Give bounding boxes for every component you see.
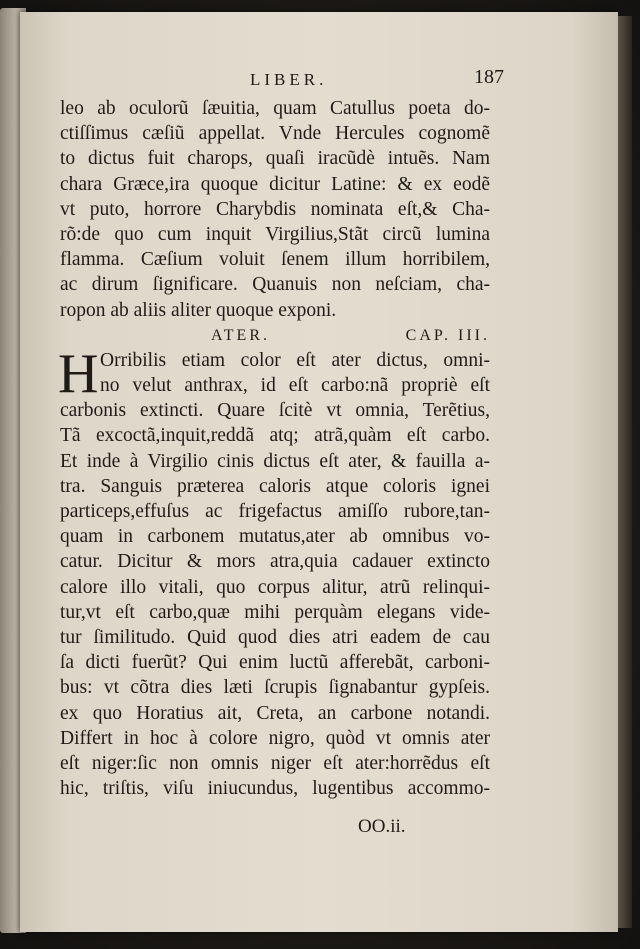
- text-line: ctiſſimus cæſiũ appellat. Vnde Hercules cognomẽ: [60, 123, 490, 145]
- text-line: Tã excoctã,inquit,reddã atq; atrã,quàm eſt carbo.: [60, 425, 490, 447]
- chapter-number: CAP. III.: [405, 326, 490, 344]
- running-head: [60, 66, 504, 94]
- signature-mark: OO.ii.: [358, 816, 406, 837]
- chapter-title: ATER.: [211, 326, 270, 344]
- text-line: Orribilis etiam color eſt ater dictus, omni-: [100, 349, 490, 371]
- paragraph-2-opening: [58, 342, 490, 405]
- paragraph-1: [60, 96, 490, 323]
- paragraph-2: [60, 398, 490, 801]
- text-line: tur,vt eſt carbo,quæ mihi perquàm elegans vide-: [60, 601, 490, 623]
- paragraph-2-first-lines: [58, 342, 490, 405]
- text-line: hic, triſtis, viſu iniucundus, lugentibus accommo-: [60, 778, 490, 800]
- text-line: carbonis extincti. Quare ſcitè vt omnia, Terẽtius,: [60, 400, 490, 422]
- text-line: tur ſimilitudo. Quid quod dies atri eadem de cau: [60, 626, 490, 648]
- text-line: Differt in hoc à colore nigro, quòd vt omnis ater: [60, 727, 490, 749]
- text-line: ex quo Horatius ait, Creta, an carbone notandi.: [60, 702, 490, 724]
- drop-cap: H: [58, 342, 99, 405]
- text-line: Et inde à Virgilio cinis dictus eſt ater, & fauilla a-: [60, 450, 490, 472]
- body-text: [60, 96, 490, 801]
- text-line: particeps,effuſus ac frigefactus amiſſo rubore,tan-: [60, 501, 490, 522]
- text-line: tra. Sanguis præterea caloris atque coloris ignei: [60, 475, 490, 497]
- text-line: catur. Dicitur & mors atra,quia cadauer extincto: [60, 551, 490, 573]
- text-line: ropon ab aliis aliter quoque exponi.: [60, 299, 337, 321]
- text-line: quam in carbonem mutatus,ater ab omnibus vo-: [60, 526, 490, 548]
- running-head-title: LIBER.: [250, 70, 328, 89]
- text-line: ſa dicti fuerũt? Qui enim luctũ afferebãt, carboni-: [60, 652, 490, 674]
- text-line: leo ab oculorũ ſæuitia, quam Catullus poeta do-: [60, 98, 490, 119]
- text-line: rõ:de quo cum inquit Virgilius,Stãt circũ lumina: [60, 223, 490, 245]
- text-line: ac dirum ſignificare. Quanuis non neſciam, cha-: [60, 274, 490, 296]
- page-number: 187: [474, 66, 504, 88]
- text-line: to dictus fuit charops, quaſi iracũdè intuẽs. Nam: [60, 148, 490, 170]
- text-line: bus: vt cõtra dies læti ſcrupis ſignabantur gypſeis.: [60, 677, 490, 699]
- text-line: vt puto, horrore Charybdis nominata eſt,& Cha-: [60, 198, 490, 220]
- book-page: [20, 12, 618, 932]
- text-line: eſt niger:ſic non omnis niger eſt ater:horrẽdus eſt: [60, 752, 490, 774]
- text-line: calore illo vitali, quo corpus alitur, atrũ relinqui-: [60, 576, 490, 598]
- text-line: no velut anthrax, id eſt carbo:nã propriè eſt: [100, 375, 490, 397]
- text-line: chara Græce,ira quoque dicitur Latine: & ex eodẽ: [60, 173, 490, 195]
- text-line: flamma. Cæſium voluit ſenem illum horribilem,: [60, 249, 490, 271]
- chapter-heading: [60, 323, 490, 348]
